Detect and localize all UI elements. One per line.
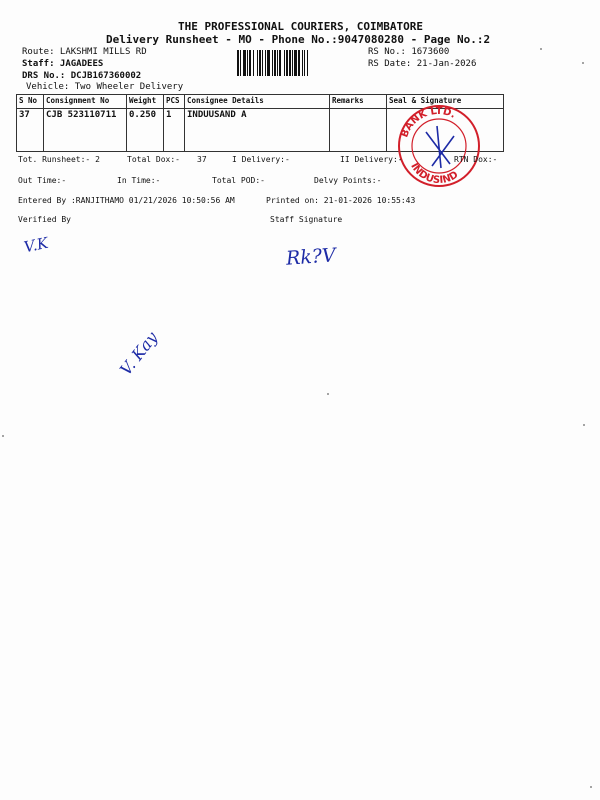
barcode-bar (272, 50, 273, 76)
barcode (237, 50, 365, 76)
rtn-dox: RTN Dox:- (454, 155, 498, 164)
cell-weight: 0.250 (127, 109, 164, 152)
barcode-bar (298, 50, 300, 76)
barcode-bar (289, 50, 291, 76)
printed-on: Printed on: 21-01-2026 10:55:43 (266, 196, 416, 205)
barcode-bar (240, 50, 241, 76)
out-time: Out Time:- (18, 176, 67, 185)
tot-runsheet: Tot. Runsheet:- 2 (18, 155, 100, 164)
rs-date: RS Date: 21-Jan-2026 (368, 59, 477, 69)
barcode-bar (262, 50, 263, 76)
barcode-bar (243, 50, 246, 76)
staff-label: Staff: JAGADEES (22, 59, 104, 69)
barcode-bar (247, 50, 248, 76)
col-weight: Weight (127, 95, 164, 109)
bank-seal-stamp (392, 102, 486, 188)
route-label: Route: LAKSHMI MILLS RD (22, 47, 147, 57)
svg-text:INDUSIND: INDUSIND (408, 161, 461, 187)
i-delivery: I Delivery:- (232, 155, 290, 164)
svg-text:BANK LTD.: BANK LTD. (399, 105, 458, 140)
entered-by: Entered By :RANJITHAMO 01/21/2026 10:50:56 AM (18, 196, 235, 205)
vehicle-label: Vehicle: Two Wheeler Delivery (26, 82, 184, 92)
scan-speck (582, 62, 584, 64)
barcode-bar (253, 50, 254, 76)
staff-signature: Rk?V (285, 244, 337, 270)
barcode-bar (284, 50, 285, 76)
total-dox-value: 37 (197, 155, 207, 164)
barcode-bar (267, 50, 270, 76)
cell-remarks (330, 109, 387, 152)
barcode-bar (259, 50, 261, 76)
cell-pcs: 1 (164, 109, 185, 152)
delvy-points: Delvy Points:- (314, 176, 382, 185)
barcode-bar (307, 50, 308, 76)
barcode-bar (279, 50, 281, 76)
col-consignment: Consignment No (44, 95, 127, 109)
total-pod: Total POD:- (212, 176, 265, 185)
total-dox-label: Total Dox:- (127, 155, 180, 164)
company-name: THE PROFESSIONAL COURIERS, COIMBATORE (178, 20, 424, 33)
barcode-bar (277, 50, 278, 76)
drs-number: DRS No.: DCJB167360002 (22, 71, 142, 81)
barcode-bar (274, 50, 276, 76)
ii-delivery: II Delivery:- (340, 155, 403, 164)
scan-speck (2, 435, 4, 437)
col-pcs: PCS (164, 95, 185, 109)
cell-sno: 37 (17, 109, 44, 152)
barcode-bar (249, 50, 251, 76)
barcode-bar (292, 50, 293, 76)
cell-consignee: INDUUSAND A (185, 109, 330, 152)
rs-number: RS No.: 1673600 (368, 47, 450, 57)
staff-signature-label: Staff Signature (270, 215, 343, 224)
verified-by-label: Verified By (18, 215, 71, 224)
scan-speck (327, 393, 329, 395)
barcode-bar (257, 50, 258, 76)
extra-signature: V. Kay (116, 328, 162, 379)
col-seal: Seal & Signature (387, 95, 504, 109)
barcode-bar (294, 50, 297, 76)
scan-speck (583, 424, 585, 426)
barcode-bar (302, 50, 303, 76)
col-consignee: Consignee Details (185, 95, 330, 109)
col-remarks: Remarks (330, 95, 387, 109)
cell-consignment: CJB 523110711 (44, 109, 127, 152)
verified-signature: V.K (22, 233, 50, 257)
scan-speck (590, 786, 592, 788)
barcode-bar (286, 50, 288, 76)
barcode-bar (265, 50, 266, 76)
col-sno: S No (17, 95, 44, 109)
runsheet-subtitle: Delivery Runsheet - MO - Phone No.:9047080280 - Page No.:2 (106, 33, 491, 46)
barcode-bar (237, 50, 239, 76)
scan-speck (540, 48, 542, 50)
barcode-bar (304, 50, 305, 76)
in-time: In Time:- (117, 176, 161, 185)
